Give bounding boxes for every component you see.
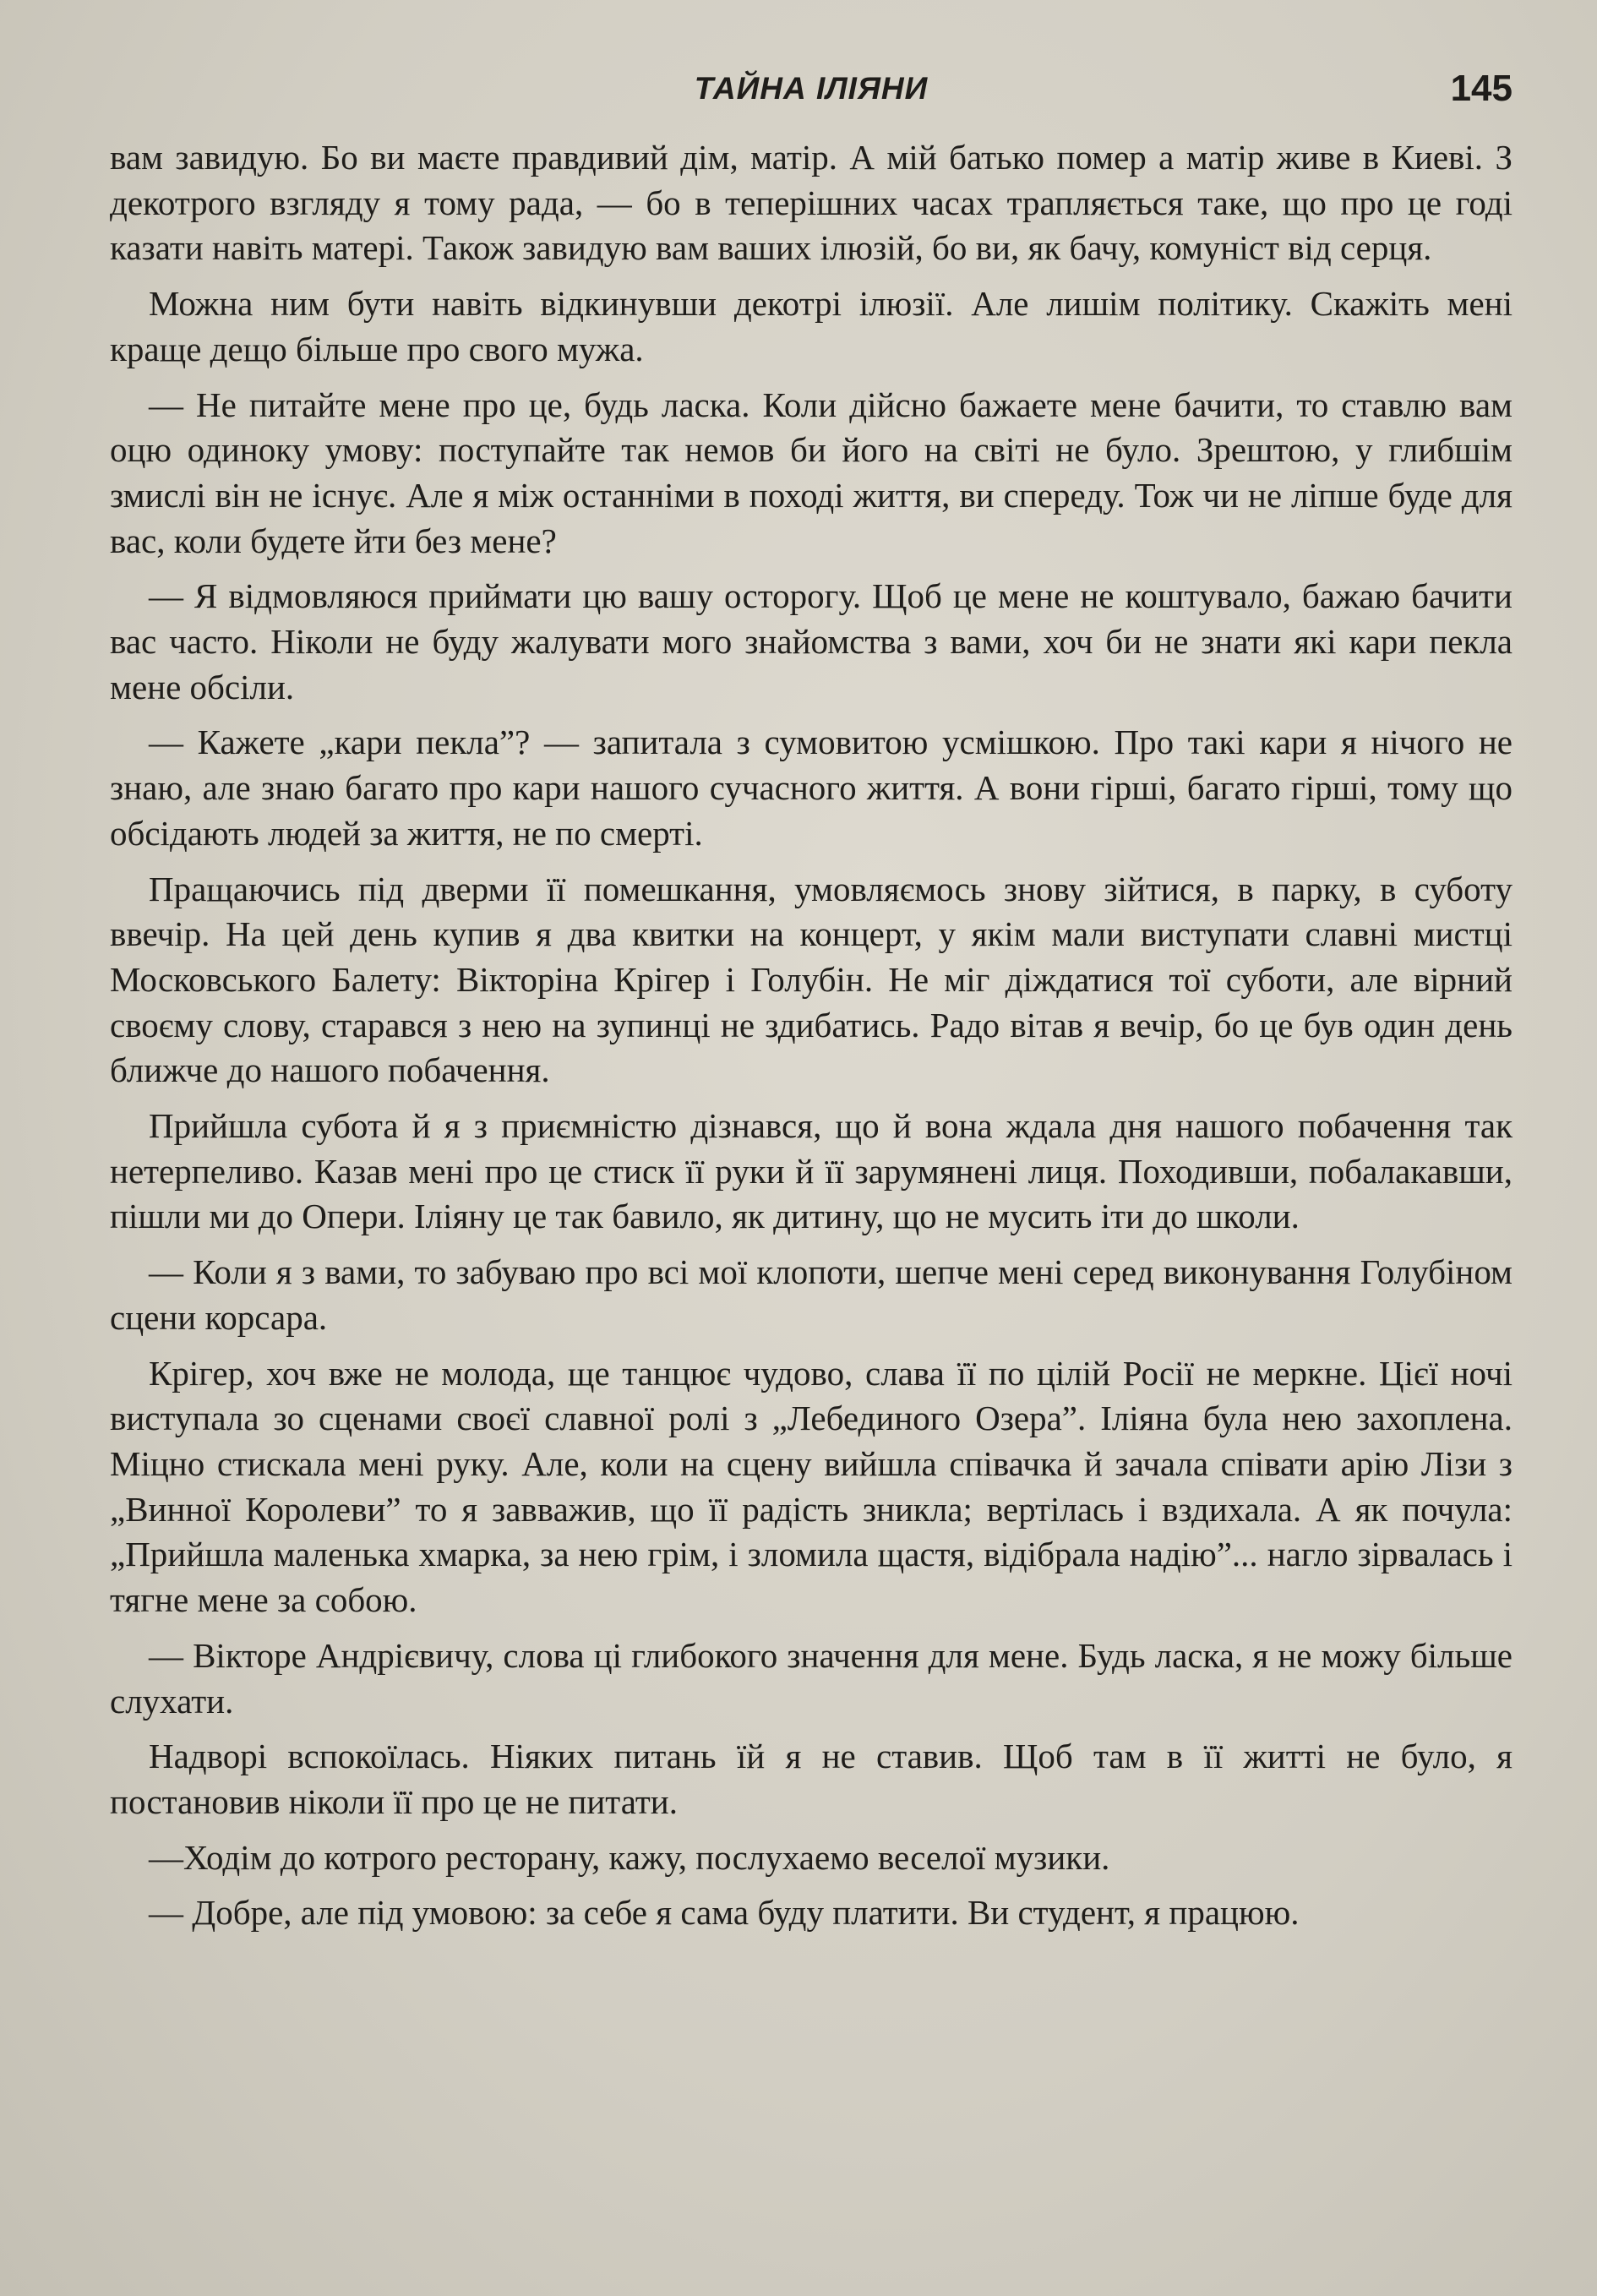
paragraph-continuation: вам завидую. Бо ви маєте правдивий дім, матір. А мій батько помер а матір живе в Киеві. З декотрого взгляду я тому рада, — бо в теперішних часах трапляється таке, що про це годі казати навіть матері. Також завидую вам ваших ілюзій, бо ви, як бачу, комуніст від серця. [110, 138, 1513, 268]
paragraph-dialogue: — Вікторе Андрієвичу, слова ці глибокого значення для мене. Будь ласка, я не можу більше слухати. [110, 1635, 1513, 1721]
paragraph: Можна ним бути навіть відкинувши декотрі ілюзії. Але лишім політику. Скажіть мені краще дещо більше про свого мужа. [110, 284, 1513, 368]
paragraph-dialogue: —Ходім до котрого ресторану, кажу, послухаемо веселої музики. [149, 1837, 1110, 1877]
paragraph-dialogue: — Коли я з вами, то забуваю про всі мої клопоти, шепче мені серед виконування Голубіном сцени корсара. [110, 1252, 1513, 1337]
page-header [110, 68, 1513, 122]
paragraph: Надворі вспокоїлась. Ніяких питань їй я не ставив. Щоб там в її житті не було, я постановив ніколи її про це не питати. [110, 1737, 1513, 1821]
paragraph: Пращаючись під дверми її помешкання, умовляємось знову зійтися, в парку, в суботу ввечір. На цей день купив я два квитки на концерт, у якім мали виступати славні мистці Московського Балету: Вікторіна Крігер і Голубін. Не міг діждатися тої суботи, але вірний своєму слову, старався з нею на зупинці не здибатись. Радо вітав я вечір, бо це був один день ближче до нашого побачення. [110, 869, 1513, 1090]
page-content [110, 59, 1513, 2256]
page-number: 145 [1450, 68, 1513, 109]
paragraph: Крігер, хоч вже не молода, ще танцює чудово, слава її по цілій Росії не меркне. Цієї ночі виступала зо сценами своєї славної ролі з „Лебединого Озера”. Іліяна була нею захоплена. Міцно стискала мені руку. Але, коли на сцену вийшла співачка й зачала співати арію Лізи з „Винної Королеви” то я завважив, що її радість зникла; вертілась і вздихала. А як почула: „Прийшла маленька хмарка, за нею грім, і зломила щастя, відібрала надію”... нагло зірвалась і тягне мене за собою. [110, 1353, 1513, 1620]
paragraph-dialogue: — Кажете „кари пекла”? — запитала з сумовитою усмішкою. Про такі кари я нічого не знаю, але знаю багато про кари нашого сучасного життя. А вони гірші, багато гірші, тому що обсідають людей за життя, не по смерті. [110, 723, 1513, 853]
paragraph-dialogue: — Добре, але під умовою: за себе я сама буду платити. Ви студент, я працюю. [149, 1893, 1300, 1933]
paragraph-dialogue: — Не питайте мене про це, будь ласка. Коли дійсно бажаете мене бачити, то ставлю вам оцю одиноку умову: поступайте так немов би його на світі не було. Зрештою, у глибшім змислі він не існує. Але я між останніми в поході життя, ви спереду. Тож чи не ліпше буде для вас, коли будете йти без мене? [110, 384, 1513, 560]
body-text [110, 135, 1513, 1936]
running-title: ТАЙНА ІЛІЯНИ [694, 71, 929, 106]
paragraph: Прийшла субота й я з приємністю дізнався, що й вона ждала дня нашого побачення так нетерпеливо. Казав мені про це стиск її руки й її зарумянені лиця. Походивши, побалакавши, пішли ми до Опери. Іліяну це так бавило, як дитину, що не мусить іти до школи. [110, 1106, 1513, 1236]
paragraph-dialogue: — Я відмовляюся приймати цю вашу осторогу. Щоб це мене не коштувало, бажаю бачити вас часто. Ніколи не буду жалувати мого знайомства з вами, хоч би не знати які кари пекла мене обсіли. [110, 576, 1513, 706]
